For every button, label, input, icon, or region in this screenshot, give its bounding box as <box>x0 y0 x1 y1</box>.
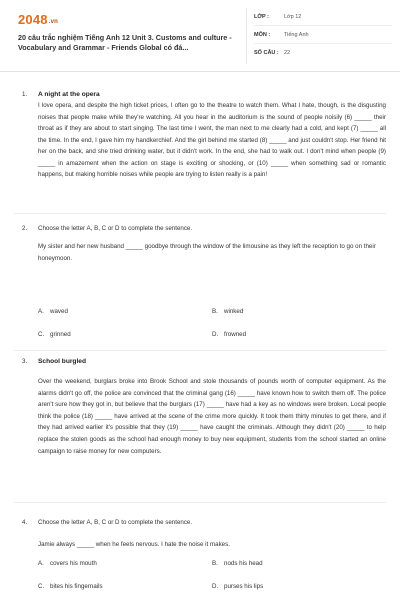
meta-key: SỐ CÂU : <box>254 50 279 56</box>
option-letter: A. <box>38 560 44 567</box>
option-letter: B. <box>212 308 218 315</box>
option-letter: D. <box>212 331 219 338</box>
question-instruction: Choose the letter A, B, C or D to complete the sentence. <box>38 225 193 232</box>
question-stem: Jamie always _____ when he feels nervous. I hate the noise it makes. <box>38 541 230 548</box>
question-divider <box>14 213 386 214</box>
option-b[interactable] <box>212 308 243 315</box>
meta-row-subject <box>254 26 392 44</box>
passage-title: A night at the opera <box>38 91 100 98</box>
logo-text: 2048 <box>18 12 48 27</box>
option-text: frowned <box>224 331 247 338</box>
meta-key: MÔN : <box>254 32 271 38</box>
option-text: nods his head <box>224 560 263 567</box>
site-logo[interactable] <box>18 12 58 27</box>
document-title: 20 câu trắc nghiệm Tiếng Anh 12 Unit 3. Customs and culture - Vocabulary and Grammar - Friends Global có đá... <box>18 33 232 52</box>
question-stem: My sister and her new husband _____ goodbye through the window of the limousine as they left the reception to go on their honeymoon. <box>38 243 376 262</box>
option-text: waved <box>50 308 68 315</box>
question-number: 3. <box>22 358 28 365</box>
questions-content <box>0 72 400 600</box>
option-d[interactable] <box>212 583 263 590</box>
option-letter: A. <box>38 308 44 315</box>
meta-value: Lớp 12 <box>284 14 302 20</box>
meta-key: LỚP : <box>254 14 269 20</box>
meta-row-count <box>254 44 392 62</box>
meta-value: 22 <box>284 50 291 56</box>
option-b[interactable] <box>212 560 263 567</box>
page-header <box>0 0 400 72</box>
option-text: winked <box>224 308 244 315</box>
question-number: 2. <box>22 225 28 232</box>
option-a[interactable] <box>38 308 68 315</box>
logo-suffix: .vn <box>48 19 59 25</box>
passage-text: Over the weekend, burglars broke into Brook School and stole thousands of pounds worth of computer equipment. As the alarms didn't go off, the police are convinced that the criminal gang (16) _____ have known how to switch them off. The police aren't sure how they got in, but believe that the burglars (17) _____ have had a key as no windows were broken. Local people think the police (18) _____ have arrived at the scene of the crime more quickly. It took them thirty minutes to get there, and if they had arrived earlier it's possible that they (19) _____ have caught the criminals. Although they didn't (20) _____ to help replace the stolen goods as the school had enough money to buy new equipment, students from the school started an online campaign to raise money for new computers. <box>38 378 386 455</box>
meta-row-class <box>254 8 392 26</box>
question-divider <box>14 350 386 351</box>
option-letter: C. <box>38 331 45 338</box>
question-number: 1. <box>22 91 28 98</box>
passage-title: School burgled <box>38 358 86 365</box>
passage-text: I love opera, and despite the high ticket prices, I often go to the theatre to watch them. What I hate, though, is the disgusting noises that people make while they're watching. All you hear in the auditorium is the sound of people noisily (6) _____ their throat as if they are about to start singing. The last time I went, the man next to me clearly had a cold, and kept (7) _____ all the time. In the end, I gave him my handkerchief. And the girl behind me started (8) _____ and just couldn't stop. Her friend hit her on the back, and she tried drinking water, but it didn't work. In the end, she had to walk out. I don't mind when people (9) _____ in amazement when the action on stage is exciting or shocking, or (10) _____ when something sad or romantic happens, but making horrible noises while people are trying to listen really is a pain! <box>38 102 386 178</box>
option-text: purses his lips <box>224 583 264 590</box>
option-c[interactable] <box>38 331 71 338</box>
option-a[interactable] <box>38 560 97 567</box>
option-text: bites his fingernails <box>50 583 103 590</box>
meta-value: Tiếng Anh <box>284 32 309 38</box>
question-instruction: Choose the letter A, B, C or D to complete the sentence. <box>38 519 193 526</box>
option-letter: C. <box>38 583 45 590</box>
option-letter: D. <box>212 583 219 590</box>
option-text: covers his mouth <box>50 560 97 567</box>
option-text: grinned <box>50 331 71 338</box>
option-d[interactable] <box>212 331 246 338</box>
question-divider <box>14 502 386 503</box>
option-letter: B. <box>212 560 218 567</box>
header-divider <box>246 8 247 64</box>
option-c[interactable] <box>38 583 103 590</box>
question-number: 4. <box>22 519 28 526</box>
